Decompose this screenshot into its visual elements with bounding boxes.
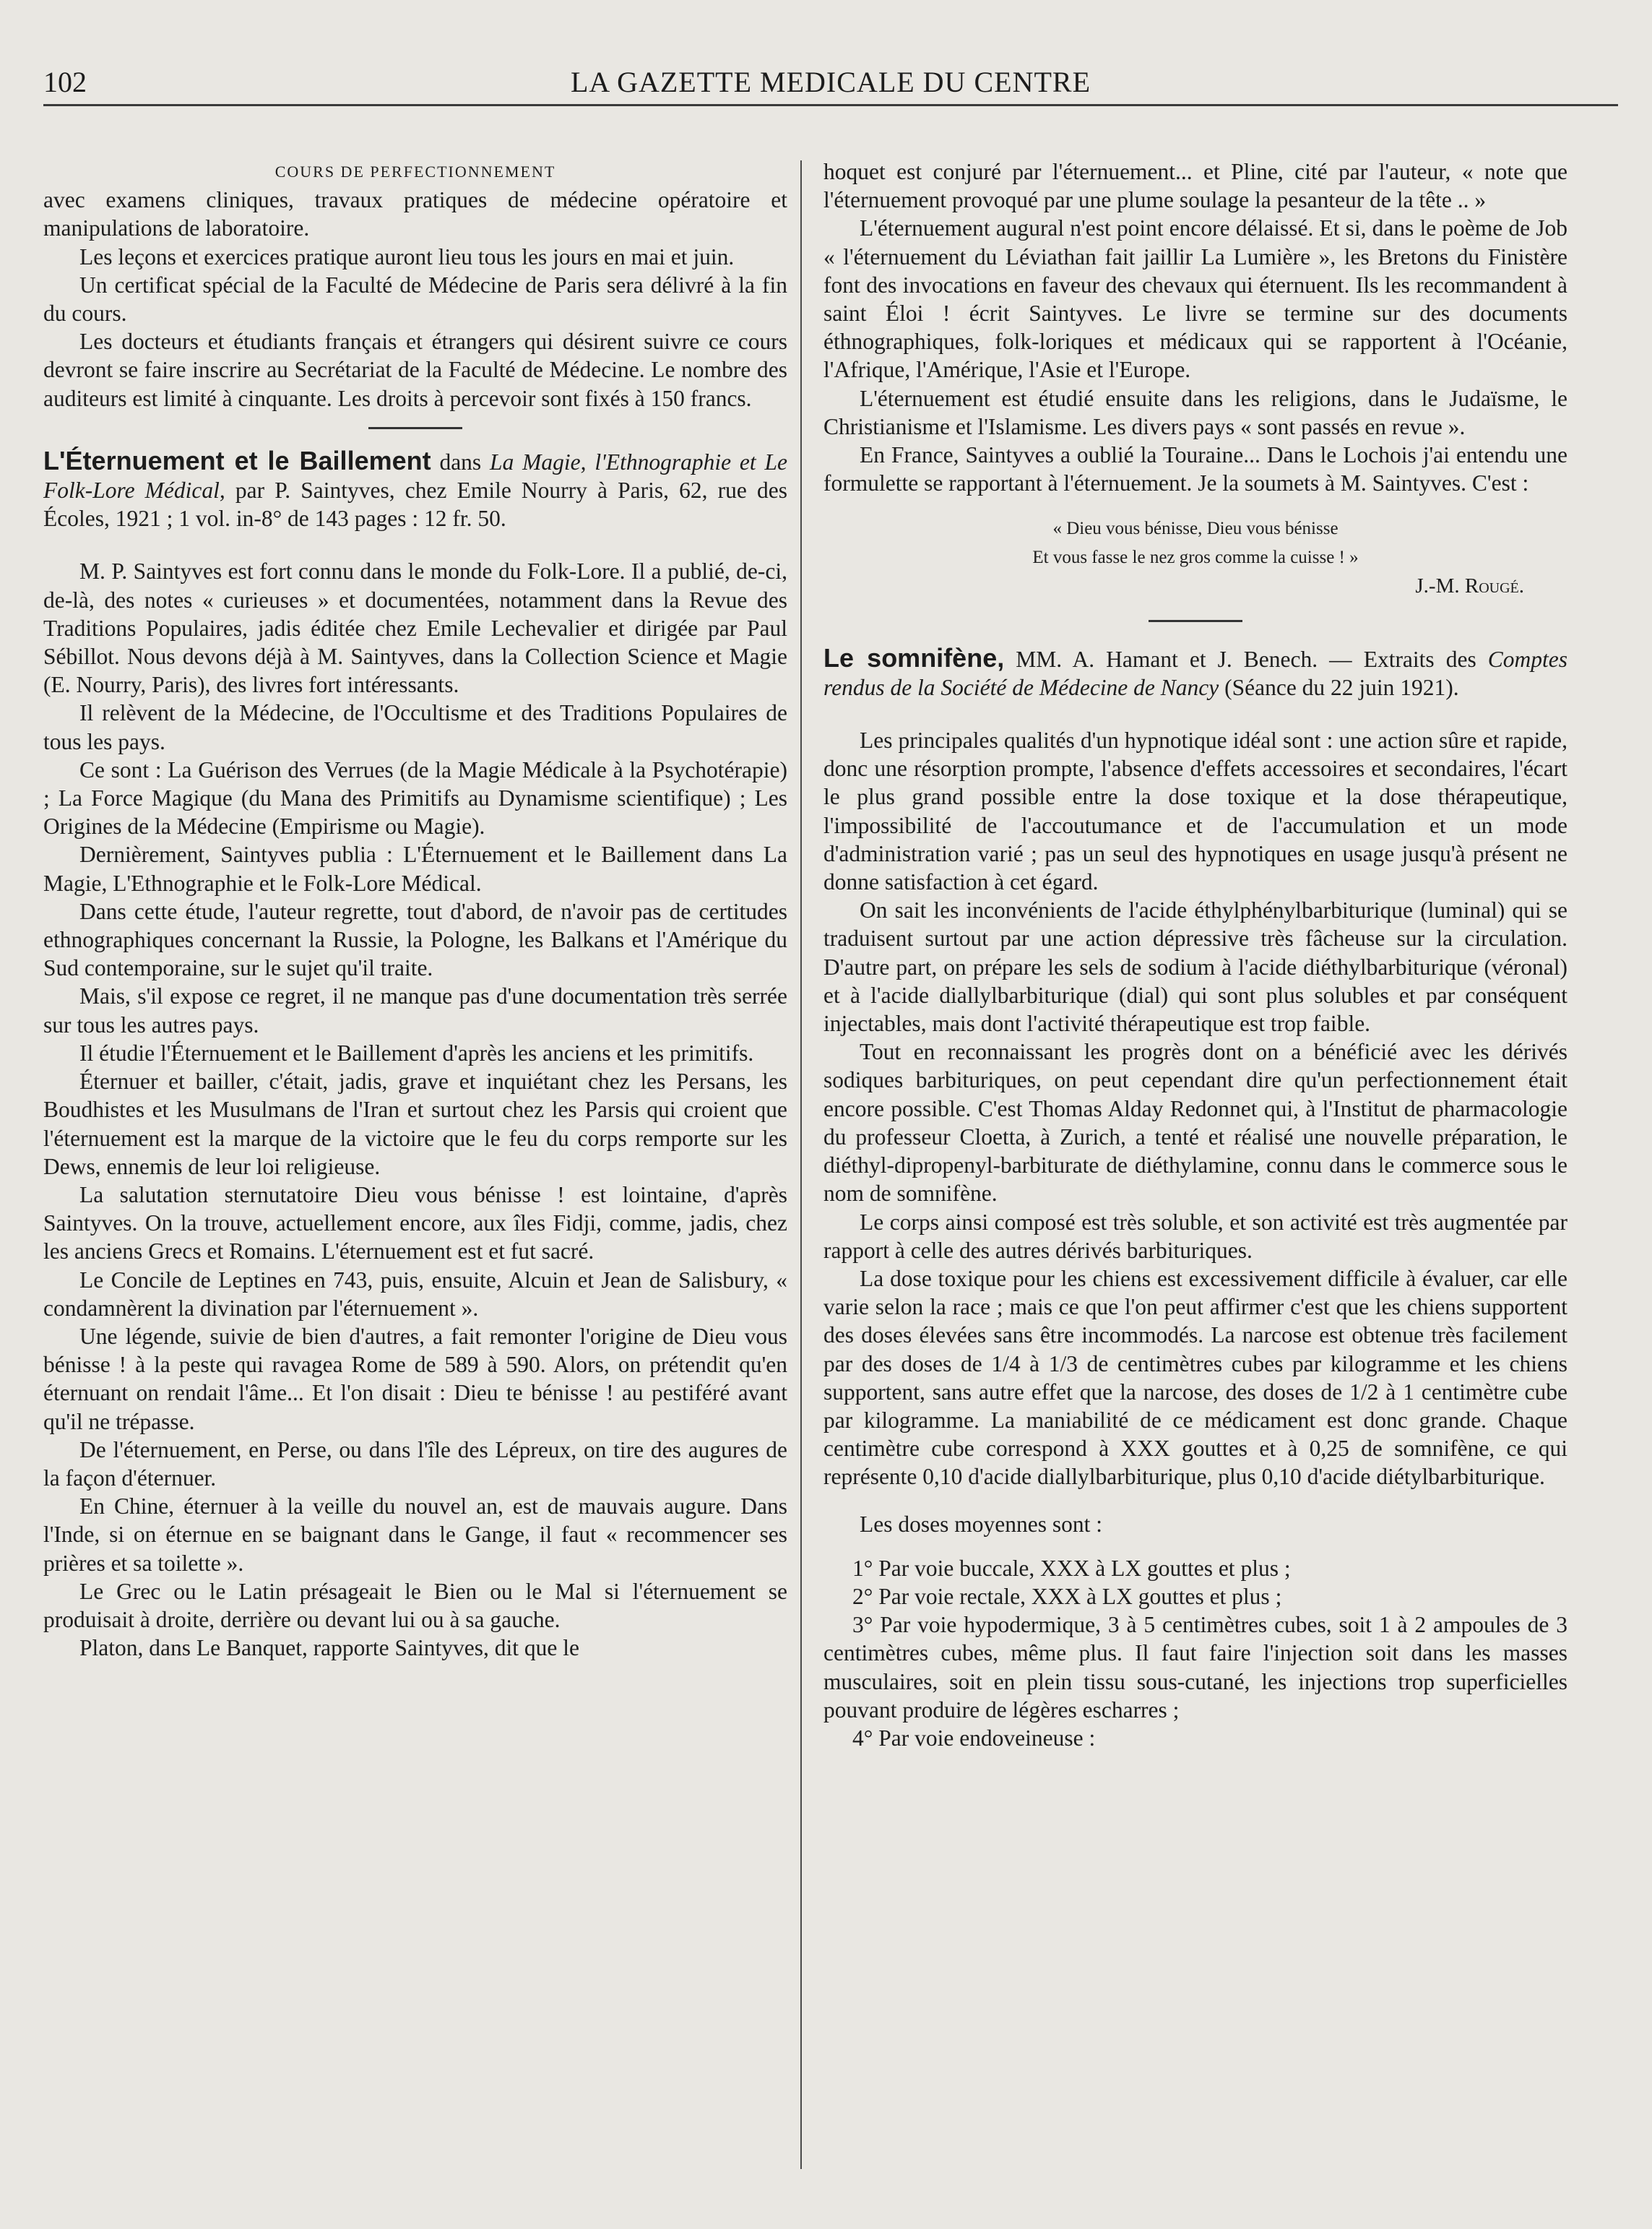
review-paragraph: Le Concile de Leptines en 743, puis, ensuite, Alcuin et Jean de Salisbury, « condamnèrent la divination par l'éternuement ».	[43, 1267, 787, 1321]
right-column	[823, 158, 1567, 1752]
course-paragraph: Les docteurs et étudiants français et étrangers qui désirent suivre ce cours devront se faire inscrire au Secrétariat de la Faculté de Médecine. Le nombre des auditeurs est limité à cinquante. Les droits à percevoir sont fixés à 150 francs.	[43, 329, 787, 411]
review-paragraph: La salutation sternutatoire Dieu vous bénisse ! est lointaine, d'après Saintyves. On la trouve, actuellement encore, aux îles Fidji, comme, jadis, chez les anciens Grecs et Romains. L'éternuement est et fut sacré.	[43, 1181, 787, 1264]
review-paragraph: Mais, s'il expose ce regret, il ne manque pas d'une documentation très serrée sur tous les autres pays.	[43, 983, 787, 1038]
review-paragraph: Platon, dans Le Banquet, rapporte Saintyves, dit que le	[79, 1635, 579, 1661]
book-ref-text: par P. Saintyves, chez Emile Nourry à Paris, 62, rue des Écoles, 1921 ; 1 vol. in-8° de 143 pages : 12 fr. 50.	[43, 478, 787, 532]
review-paragraph: Dans cette étude, l'auteur regrette, tout d'abord, de n'avoir pas de certitudes ethnographiques concernant la Russie, la Pologne, les Balkans et l'Amérique du Sud contemporaine, sur le sujet qu'il traite.	[43, 898, 787, 981]
separator-rule	[1149, 620, 1242, 622]
course-paragraph: Les leçons et exercices pratique auront lieu tous les jours en mai et juin.	[79, 243, 735, 270]
review-paragraph: L'éternuement augural n'est point encore délaissé. Et si, dans le poème de Job « l'éternuement du Léviathan fait jaillir La Lumière », les Bretons du Finistère font des invocations en faveur des chevaux qui éternuent. Ils les recommandent à saint Éloi ! écrit Saintyves. Le livre se termine sur des documents éthnographiques, folk-loriques et médicaux qui se rapportent à l'Océanie, l'Afrique, l'Amérique, l'Asie et l'Europe.	[823, 215, 1567, 383]
course-paragraph: avec examens cliniques, travaux pratiques de médecine opératoire et manipulations de laboratoire.	[43, 187, 787, 241]
review-paragraph: Il étudie l'Éternuement et le Baillement d'après les anciens et les primitifs.	[79, 1040, 754, 1066]
quote-line: Et vous fasse le nez gros comme la cuisse ! »	[1032, 548, 1359, 568]
article-ref-text: MM. A. Hamant et J. Benech. — Extraits des	[1004, 646, 1488, 672]
article-paragraph: Le corps ainsi composé est très soluble, et son activité est très augmentée par rapport à celle des autres dérivés barbituriques.	[823, 1209, 1567, 1263]
review-paragraph: En Chine, éternuer à la veille du nouvel an, est de mauvais augure. Dans l'Inde, si on éternue en se baignant dans le Gange, il faut « recommencer ses prières et sa toilette ».	[43, 1493, 787, 1576]
separator-rule	[368, 427, 462, 429]
review-paragraph: Une légende, suivie de bien d'autres, a fait remonter l'origine de Dieu vous bénisse ! à la peste qui ravagea Rome de 589 à 590. Alors, on prétendit qu'en éternuant on rendait l'âme... Et l'on disait : Dieu te bénisse ! au pestiféré avant qu'il ne trépasse.	[43, 1323, 787, 1434]
author-signature: J.-M. Rougé.	[1415, 574, 1524, 598]
article-paragraph: On sait les inconvénients de l'acide éthylphénylbarbiturique (luminal) qui se traduisent surtout par une action dépressive très fâcheuse sur la circulation. D'autre part, on prépare les sels de sodium à l'acide diéthylbarbiturique (véronal) et à l'acide diallylbarbiturique (dial) qui sont plus solubles et par conséquent injectables, mais dont l'activité thérapeutique est trop faible.	[823, 897, 1567, 1037]
review-paragraph: Il relèvent de la Médecine, de l'Occultisme et des Traditions Populaires de tous les pays.	[43, 700, 787, 754]
review-paragraph: De l'éternuement, en Perse, ou dans l'île des Lépreux, on tire des augures de la façon d'éternuer.	[43, 1436, 787, 1491]
dose-item: 1° Par voie buccale, XXX à LX gouttes et plus ;	[852, 1555, 1291, 1581]
doses-list	[823, 1554, 1567, 1752]
article-title: Le somnifène,	[823, 642, 1005, 673]
review-paragraph: hoquet est conjuré par l'éternuement... et Pline, cité par l'auteur, « note que l'éternuement provoqué par une plume soulage la pesanteur de la tête .. »	[823, 159, 1567, 213]
book-title: L'Éternuement et le Baillement	[43, 445, 431, 475]
article-paragraph: Tout en reconnaissant les progrès dont on a bénéficié avec les dérivés sodiques barbituriques, on peut cependant dire qu'un perfectionnement était encore possible. C'est Thomas Alday Redonnet qui, à l'Institut de pharmacologie du professeur Cloetta, à Zurich, a tenté et réalisé une nouvelle préparation, le diéthyl-dipropenyl-barbiturate de diéthylamine, connu dans le commerce sous le nom de somnifène.	[823, 1039, 1567, 1207]
review-paragraph: Le Grec ou le Latin présageait le Bien ou le Mal si l'éternuement se produisait à droite, derrière ou devant lui ou à sa gauche.	[43, 1578, 787, 1632]
journal-title: LA GAZETTE MEDICALE DU CENTRE	[570, 66, 1091, 98]
review-paragraph: L'éternuement est étudié ensuite dans les religions, dans le Judaïsme, le Christianisme et l'Islamisme. Les divers pays « sont passés en revue ».	[823, 385, 1567, 439]
article-paragraph: La dose toxique pour les chiens est excessivement difficile à évaluer, car elle varie selon la race ; mais ce que l'on peut affirmer c'est que les chiens supportent des doses élevées sans être incommodés. La narcose est obtenue très facilement par des doses de 1/4 à 1/3 de centimètres cubes par kilogramme et les chiens supportent, sans autre effet que la narcose, des doses de 1/2 à 1 centimètre cube par kilogramme. La maniabilité de ce médicament est donc grande. Chaque centimètre cube correspond à XXX gouttes et à 0,25 de somnifène, ce qui représente 0,10 d'acide diallylbarbiturique, plus 0,10 d'acide diétylbarbiturique.	[823, 1265, 1567, 1490]
quote-line: « Dieu vous bénisse, Dieu vous bénisse	[1052, 519, 1339, 539]
dose-item: 4° Par voie endoveineuse :	[852, 1725, 1096, 1751]
column-divider	[800, 160, 802, 2169]
book-review-heading	[43, 447, 787, 533]
article-ref-text: (Séance du 22 juin 1921).	[1219, 674, 1459, 700]
doses-intro: Les doses moyennes sont :	[860, 1511, 1102, 1537]
review-paragraph: En France, Saintyves a oublié la Touraine... Dans le Lochois j'ai entendu une formulette se rapportant à l'éternuement. Je la soumets à M. Saintyves. C'est :	[823, 442, 1567, 496]
book-ref-italic: La Magie, l'Ethnographie et Le Folk-Lore Médical,	[43, 449, 787, 504]
left-column	[43, 158, 787, 1662]
course-paragraph: Un certificat spécial de la Faculté de Médecine de Paris sera délivré à la fin du cours.	[43, 272, 787, 327]
article-heading	[823, 644, 1567, 702]
page-header	[43, 56, 1618, 100]
dose-item: 3° Par voie hypodermique, 3 à 5 centimètres cubes, soit 1 à 2 ampoules de 3 centimètres cubes, même plus. Il faut faire l'injection soit dans les masses musculaires, soit en plein tissu sous-cutané, les injections trop superficielles pouvant produire de légères escharres ;	[823, 1612, 1567, 1723]
review-paragraph: Éternuer et bailler, c'était, jadis, grave et inquiétant chez les Persans, les Boudhistes et les Musulmans de l'Iran et surtout chez les Parsis qui croient que l'éternuement est la marque de la victoire que le feu du corps remporte sur les Dews, ennemis de leur loi religieuse.	[43, 1069, 787, 1179]
header-rule	[43, 104, 1618, 106]
dose-item: 2° Par voie rectale, XXX à LX gouttes et plus ;	[852, 1583, 1282, 1609]
article-ref-italic: Comptes rendus de la Société de Médecine de Nancy	[823, 646, 1567, 700]
section-title: COURS DE PERFECTIONNEMENT	[274, 163, 556, 181]
review-paragraph: M. P. Saintyves est fort connu dans le monde du Folk-Lore. Il a publié, de-ci, de-là, des notes « curieuses » et documentées, notamment dans la Revue des Traditions Populaires, jadis éditée chez Emile Lechevalier et dirigée par Paul Sébillot. Nous devons déjà à M. Saintyves, dans la Collection Science et Magie (E. Nourry, Paris), des livres fort intéressants.	[43, 559, 787, 698]
article-paragraph: Les principales qualités d'un hypnotique idéal sont : une action sûre et rapide, donc une résorption prompte, l'absence d'effets accessoires et secondaires, l'écart le plus grand possible entre la dose toxique et la dose thérapeutique, l'impossibilité de l'accoutumance et de l'accumulation et un mode d'administration varié ; pas un seul des hypnotiques en usage jusqu'à présent ne donne satisfaction à cet égard.	[823, 728, 1567, 895]
page-number: 102	[43, 66, 87, 98]
book-ref-text: dans	[431, 449, 490, 475]
review-paragraph: Ce sont : La Guérison des Verrues (de la Magie Médicale à la Psychotérapie) ; La Force Magique (du Mana des Primitifs au Dynamisme scientifique) ; Les Origines de la Médecine (Empirisme ou Magie).	[43, 756, 787, 840]
review-paragraph: Dernièrement, Saintyves publia : L'Éternuement et le Baillement dans La Magie, L'Ethnographie et le Folk-Lore Médical.	[43, 842, 787, 896]
